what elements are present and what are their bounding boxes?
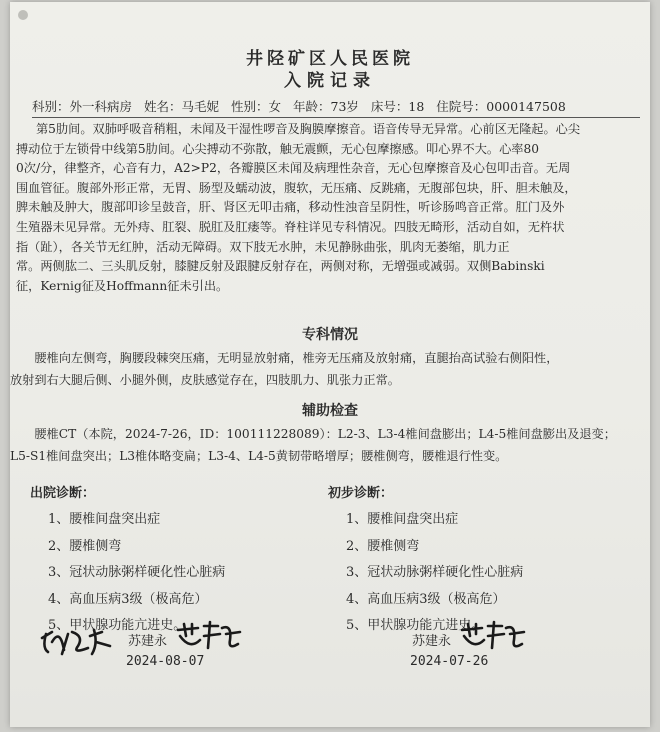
discharge-diagnosis	[30, 482, 225, 640]
age-field: 年龄：73岁	[293, 99, 359, 114]
admission-number-field: 住院号：0000147508	[436, 99, 566, 114]
specialty-line: 腰椎向左侧弯，胸腰段棘突压痛，无明显放射痛，椎旁无压痛及放射痛，直腿抬高试验右侧阳性，	[10, 351, 559, 365]
handwritten-signature-left-2	[174, 620, 244, 654]
diagnosis-item: 3、冠状动脉粥样硬化性心脏病	[48, 565, 226, 580]
auxiliary-heading: 辅助检查	[302, 403, 358, 419]
auxiliary-line: L5-S1椎间盘突出；L3椎体略变扁；L3-4、L4-5黄韧带略增厚；腰椎侧弯，腰椎退行性变。	[10, 449, 508, 463]
initial-diagnosis	[328, 482, 523, 640]
diagnosis-item: 5、甲状腺功能亢进史。	[48, 618, 187, 633]
diagnosis-item: 2、腰椎侧弯	[346, 538, 420, 554]
handwritten-signature-left-1	[38, 624, 118, 658]
hospital-name: 井陉矿区人民医院	[246, 49, 414, 69]
discharge-date: 2024-08-07	[126, 654, 205, 669]
bed-field: 床号：18	[370, 99, 425, 114]
exam-line: 常。两侧肱二、三头肌反射，膝腱反射及跟腱反射存在，两侧对称，无增强或减弱。双侧Babinski	[16, 259, 545, 274]
handwritten-signature-right	[458, 620, 528, 654]
exam-line: 脾未触及肿大，腹部叩诊呈鼓音，肝、肾区无叩击痛，移动性浊音呈阴性，听诊肠鸣音正常。肛门及外	[16, 200, 565, 215]
physical-exam-text	[16, 120, 642, 296]
exam-line: 征，Kernig征及Hoffmann征未引出。	[16, 278, 229, 293]
diagnosis-item: 4、高血压病3级（极高危）	[346, 591, 506, 607]
diagnosis-item: 1、腰椎间盘突出症	[48, 512, 161, 527]
auxiliary-text	[10, 423, 642, 467]
specialty-text	[10, 347, 642, 391]
exam-line: 第5肋间。双肺呼吸音稍粗，未闻及干湿性啰音及胸膜摩擦音。语音传导无异常。心前区无隆起。心尖	[36, 122, 581, 136]
diagnosis-item: 5、甲状腺功能亢进史。	[346, 618, 485, 633]
punch-hole	[18, 10, 28, 20]
diagnosis-item: 1、腰椎间盘突出症	[346, 512, 459, 527]
discharge-signer: 苏建永	[128, 634, 168, 649]
medical-record-page	[10, 2, 650, 727]
exam-line: 围血管征。腹部外形正常，无胃、肠型及蠕动波，腹软，无压痛、反跳痛，无腹部包块，肝、胆未触及，	[16, 180, 577, 195]
sex-field: 性别：女	[231, 99, 282, 114]
name-field: 姓名：马毛妮	[144, 99, 220, 114]
exam-line: 生殖器未见异常。无外痔、肛裂、脱肛及肛瘘等。脊柱详见专科情况。四肢无畸形，活动自如，无杵状	[16, 219, 565, 234]
specialty-heading: 专科情况	[302, 327, 358, 343]
patient-info-row	[32, 97, 640, 118]
exam-line: 0次/分，律整齐，心音有力，A2>P2，各瓣膜区未闻及病理性杂音，无心包摩擦音及心包叩击音。无周	[16, 161, 571, 176]
initial-diagnosis-title: 初步诊断：	[328, 486, 394, 501]
specialty-line: 放射到右大腿后侧、小腿外侧，皮肤感觉存在，四肢肌力、肌张力正常。	[10, 373, 400, 387]
auxiliary-line: 腰椎CT（本院，2024-7-26，ID：100111228089）：L2-3、L3-4椎间盘膨出；L4-5椎间盘膨出及退变；	[10, 427, 616, 441]
initial-date: 2024-07-26	[410, 654, 489, 669]
diagnosis-item: 2、腰椎侧弯	[48, 538, 122, 554]
department-field: 科别：外一科病房	[32, 99, 133, 114]
diagnosis-item: 3、冠状动脉粥样硬化性心脏病	[346, 565, 524, 580]
initial-signer: 苏建永	[412, 634, 452, 649]
exam-line: 搏动位于左锁骨中线第5肋间。心尖搏动不弥散，触无震颤，无心包摩擦感。叩心界不大。心率80	[16, 141, 539, 156]
document-title: 入院记录	[284, 71, 376, 91]
exam-line: 指（趾），各关节无红肿，活动无障碍。双下肢无水肿，未见静脉曲张，肌肉无萎缩，肌力正	[16, 239, 510, 254]
discharge-diagnosis-title: 出院诊断：	[30, 486, 96, 501]
diagnosis-item: 4、高血压病3级（极高危）	[48, 591, 208, 607]
